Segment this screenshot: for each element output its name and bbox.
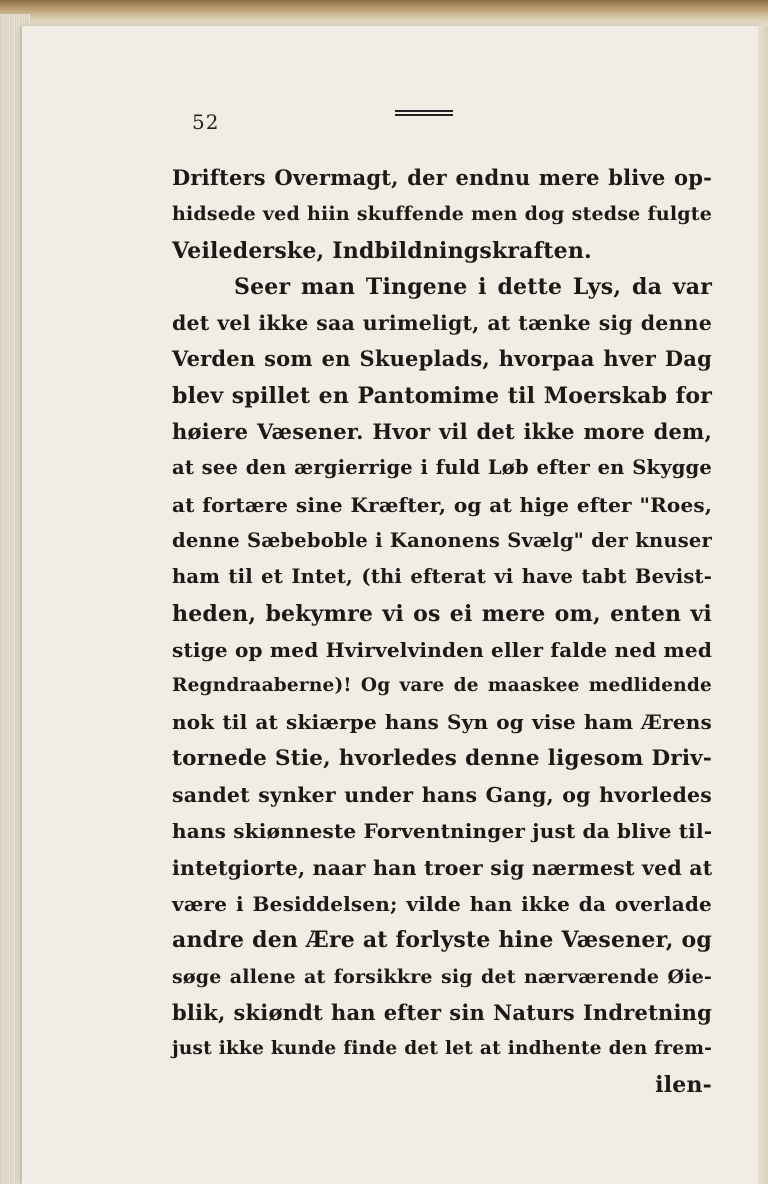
text-line: høiere Væsener. Hvor vil det ikke more dem, xyxy=(172,419,712,445)
text-line: andre den Ære at forlyste hine Væsener, og xyxy=(172,927,712,954)
catchword: ilen- xyxy=(655,1072,712,1099)
text-line: Seer man Tingene i dette Lys, da var xyxy=(234,273,712,300)
text-line: stige op med Hvirvelvinden eller falde ned med xyxy=(172,637,712,662)
text-line: Regndraaberne)! Og vare de maaskee medlidende xyxy=(172,675,712,697)
text-line: Verden som en Skueplads, hvorpaa hver Dag xyxy=(172,346,712,372)
text-line: at see den ærgierrige i fuld Løb efter en Skygge xyxy=(172,456,712,480)
text-line: Veilederske, Indbildningskraften. xyxy=(172,237,592,264)
text-line: denne Sæbeboble i Kanonens Svælg" der knuser xyxy=(172,528,712,552)
page-number: 52 xyxy=(192,110,220,134)
text-line: hans skiønneste Forventninger just da blive til- xyxy=(172,819,713,844)
text-line: nok til at skiærpe hans Syn og vise ham Ærens xyxy=(172,710,712,735)
text-line: hidsede ved hiin skuffende men dog stedse fulgte xyxy=(172,203,712,226)
text-line: at fortære sine Kræfter, og at hige efter "Roes, xyxy=(172,492,712,517)
text-line: ham til et Intet, (thi efterat vi have tabt Bevist- xyxy=(172,565,712,589)
text-line: søge allene at forsikkre sig det nærværende Øie- xyxy=(172,965,712,988)
body-text xyxy=(172,160,712,1104)
text-line: heden, bekymre vi os ei mere om, enten vi xyxy=(172,600,712,627)
text-line: just ikke kunde finde det let at indhente den frem- xyxy=(172,1038,712,1060)
page-right-edge xyxy=(758,26,768,1184)
text-line: intetgiorte, naar han troer sig nærmest ved at xyxy=(172,855,713,880)
header-rule xyxy=(395,110,453,117)
text-line: sandet synker under hans Gang, og hvorledes xyxy=(172,783,712,808)
text-line: blev spillet en Pantomime til Moerskab for xyxy=(172,382,712,409)
text-line: være i Besiddelsen; vilde han ikke da overlade xyxy=(172,891,712,916)
text-line: Drifters Overmagt, der endnu mere blive op- xyxy=(172,165,712,190)
text-line: tornede Stie, hvorledes denne ligesom Driv- xyxy=(172,745,712,771)
text-line: det vel ikke saa urimeligt, at tænke sig denne xyxy=(172,311,712,336)
text-line: blik, skiøndt han efter sin Naturs Indretning xyxy=(172,999,712,1025)
